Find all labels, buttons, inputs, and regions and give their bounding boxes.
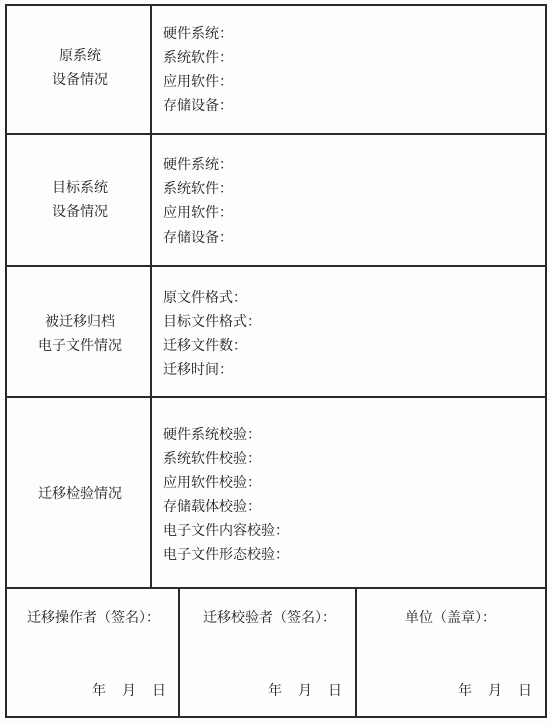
field-system-software: 系统软件： bbox=[163, 181, 233, 197]
table-border-top bbox=[5, 4, 547, 6]
section-label-migrated-files bbox=[5, 310, 155, 358]
field-migrated-file-count: 迁移文件数： bbox=[163, 338, 247, 354]
row-divider-4 bbox=[5, 587, 547, 589]
unit-seal-label: 单位（盖章）： bbox=[405, 610, 496, 626]
section-label-line1: 原系统 bbox=[59, 48, 101, 64]
field-hardware-system: 硬件系统： bbox=[163, 157, 233, 173]
row-divider-2 bbox=[5, 265, 547, 267]
unit-date-day: 日 bbox=[518, 683, 533, 699]
verifier-date-year: 年 bbox=[268, 683, 283, 699]
field-target-file-format: 目标文件格式： bbox=[163, 314, 261, 330]
field-application-software: 应用软件： bbox=[163, 205, 233, 221]
verifier-date-month: 月 bbox=[298, 683, 313, 699]
table-border-bottom bbox=[5, 716, 547, 718]
signature-divider-2 bbox=[355, 587, 357, 718]
signature-divider-1 bbox=[178, 587, 180, 718]
field-application-software: 应用软件： bbox=[163, 74, 233, 90]
section-label-line2: 电子文件情况 bbox=[38, 338, 122, 354]
row-divider-1 bbox=[5, 133, 547, 135]
field-system-software-verification: 系统软件校验： bbox=[163, 451, 261, 467]
field-storage-media-verification: 存储载体校验： bbox=[163, 499, 261, 515]
section-label-line1: 目标系统 bbox=[52, 180, 108, 196]
section-label-line2: 设备情况 bbox=[52, 72, 108, 88]
table-border-left bbox=[5, 4, 7, 718]
verifier-date-day: 日 bbox=[328, 683, 343, 699]
unit-date-month: 月 bbox=[488, 683, 503, 699]
table-border-right bbox=[545, 4, 547, 718]
field-system-software: 系统软件： bbox=[163, 50, 233, 66]
section-label-target-system bbox=[5, 176, 155, 224]
signature-verifier-label: 迁移校验者（签名）： bbox=[203, 610, 336, 626]
signature-operator-label: 迁移操作者（签名）： bbox=[27, 610, 160, 626]
section-label-line1: 迁移检验情况 bbox=[38, 486, 122, 502]
section-label-original-system bbox=[5, 44, 155, 92]
section-label-line2: 设备情况 bbox=[52, 204, 108, 220]
field-application-software-verification: 应用软件校验： bbox=[163, 475, 261, 491]
field-form-verification: 电子文件形态校验： bbox=[163, 547, 289, 563]
section-label-line1: 被迁移归档 bbox=[45, 314, 115, 330]
row-divider-3 bbox=[5, 396, 547, 398]
field-migration-time: 迁移时间： bbox=[163, 362, 233, 378]
field-storage-device: 存储设备： bbox=[163, 98, 233, 114]
section-label-migration-verification bbox=[5, 482, 155, 506]
field-hardware-system: 硬件系统： bbox=[163, 26, 233, 42]
operator-date-year: 年 bbox=[92, 683, 107, 699]
field-content-verification: 电子文件内容校验： bbox=[163, 523, 289, 539]
operator-date-month: 月 bbox=[122, 683, 137, 699]
field-hardware-verification: 硬件系统校验： bbox=[163, 427, 261, 443]
operator-date-day: 日 bbox=[152, 683, 167, 699]
unit-date-year: 年 bbox=[458, 683, 473, 699]
field-storage-device: 存储设备： bbox=[163, 230, 233, 246]
field-original-file-format: 原文件格式： bbox=[163, 290, 247, 306]
